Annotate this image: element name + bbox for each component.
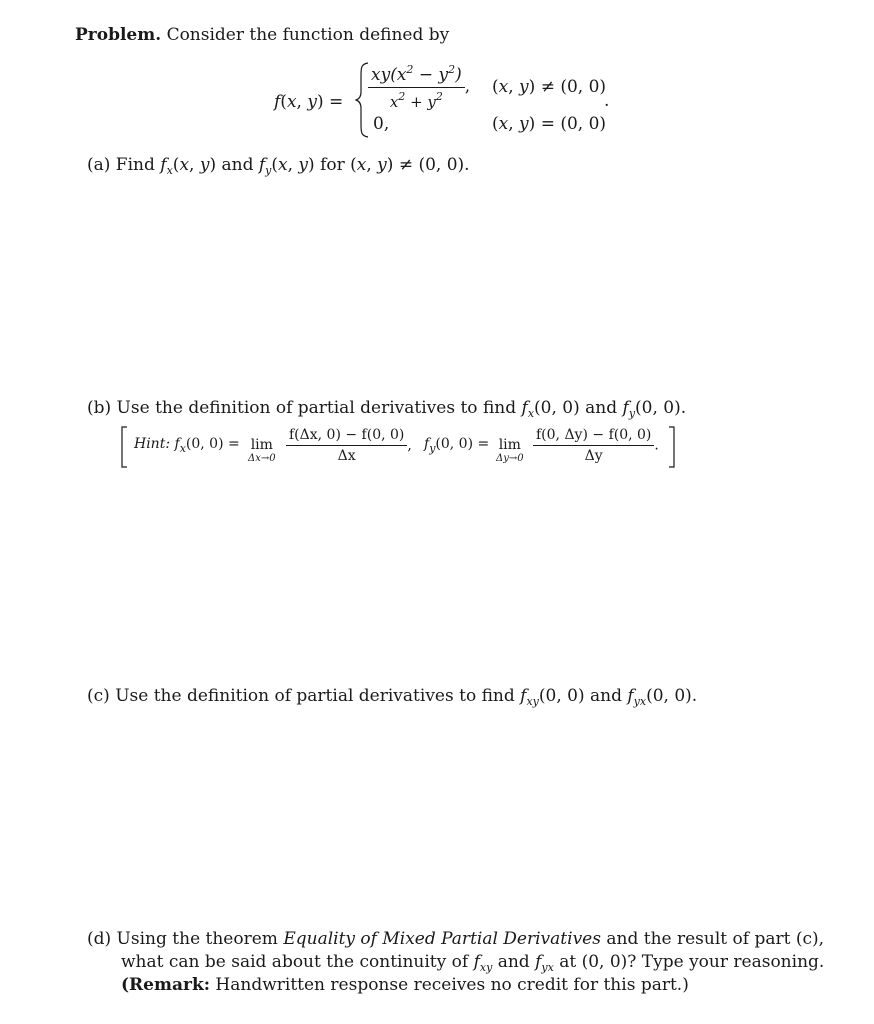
hint-fx: Hint: $f_x(0$, 0) = — [134, 436, 240, 455]
problem-intro: Consider the function defined by — [166, 25, 450, 45]
hint-fy-numerator: f(0, Δy) − f(0, 0) — [533, 427, 654, 446]
hint-fx-denominator: Δx — [337, 448, 356, 464]
function-lhs: f(x, y) = — [274, 92, 344, 112]
case1-denominator: $x^2 + y^2$ — [389, 90, 443, 111]
case1-condition: (x, y) ≠ (0, 0) — [492, 77, 607, 97]
hint-fy-fraction: $\frac{f(0, \Delta y) - f(0, 0)}{\Delta y}$ . — [533, 427, 659, 464]
hint-fx-limit — [248, 438, 276, 466]
part-c: (c) Use the definition of partial derivatives to find $f_{xy}(0$, 0) and $f_{yx}(0$, 0). — [87, 686, 698, 708]
part-d-line1: (d) Using the theorem Equality of Mixed Partial Derivatives and the result of part (c), — [87, 929, 825, 949]
hint-box — [120, 424, 680, 470]
part-b-label: (b) — [87, 398, 112, 418]
problem-label: Problem. — [75, 25, 162, 45]
hint-fy-limit — [496, 438, 524, 466]
hint-label: Hint: — [134, 436, 171, 452]
case1-fraction — [368, 63, 470, 111]
problem-statement — [75, 24, 449, 46]
hint-left-bracket — [120, 426, 128, 468]
part-a: (a) Find $f_x(x$, y) and $f_y(x$, y) for (x, y) ≠ (0, 0). — [87, 155, 470, 177]
remark-text: Handwritten response receives no credit for this part.) — [215, 975, 689, 995]
piecewise-function — [270, 60, 630, 140]
part-b: (b) Use the definition of partial derivatives to find $f_x(0$, 0) and $f_y(0$, 0). — [87, 398, 687, 420]
hint-fy: $f_y(0$, 0) = — [424, 436, 490, 455]
hint-fx-fraction: $\frac{f(\Delta x, 0) - f(0, 0)}{\Delta x}$ , — [286, 427, 412, 464]
part-d-label: (d) — [87, 929, 112, 949]
case1-numerator: $xy(x^2 - y^2)$ — [368, 63, 465, 88]
hint-right-bracket — [668, 426, 676, 468]
theorem-name: Equality of Mixed Partial Derivatives — [283, 929, 601, 949]
case2-condition: (x, y) = (0, 0) — [492, 114, 607, 134]
hint-fy-lim-word: lim — [498, 437, 521, 453]
part-d-line2: what can be said about the continuity of $f_{xy}$ and $f_{yx}$ at (0, 0)? Type your reasoning. — [121, 952, 825, 974]
hint-fy-lim-sub: Δy→0 — [496, 453, 524, 464]
remark-label: (Remark: — [121, 975, 211, 995]
hint-fy-denominator: Δy — [584, 448, 603, 464]
case1-comma: , — [464, 76, 471, 97]
case2-value: 0, — [373, 114, 390, 134]
hint-fx-lim-word: lim — [250, 437, 273, 453]
trailing-period: . — [604, 91, 610, 111]
hint-fx-numerator: f(Δx, 0) − f(0, 0) — [286, 427, 407, 446]
hint-fx-lim-sub: Δx→0 — [248, 453, 276, 464]
part-a-label: (a) — [87, 155, 111, 175]
part-c-label: (c) — [87, 686, 110, 706]
part-d-remark — [121, 974, 689, 996]
